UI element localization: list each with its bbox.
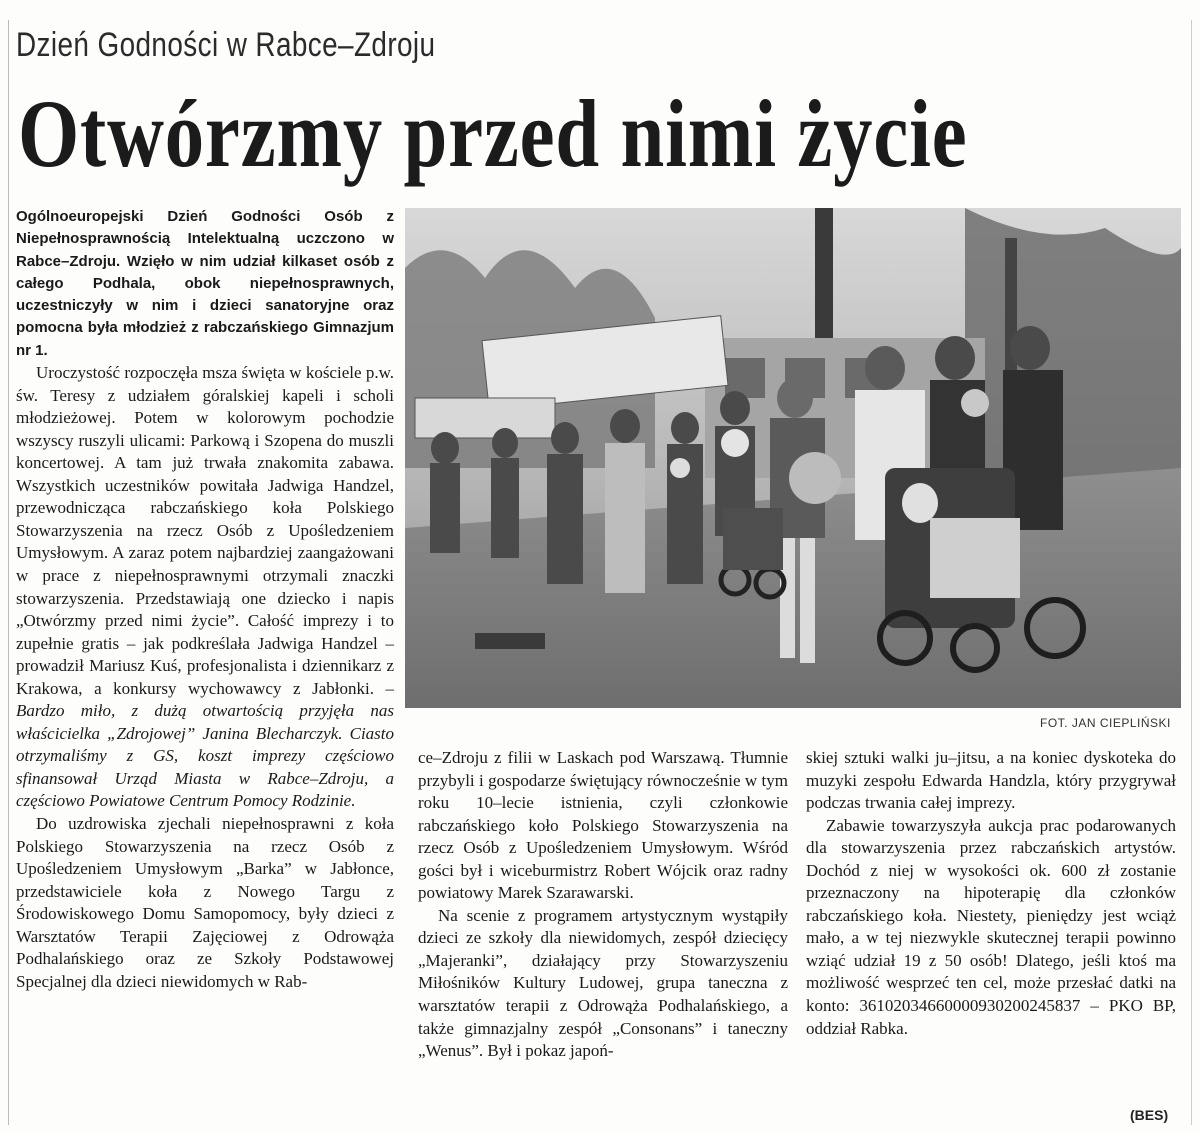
article-paragraph: ce–Zdroju z filii w Laskach pod Warszawą. Tłumnie przybyli i gospodarze świętujący równocześnie w tym roku 10–lecie istnienia, czyli członkowie rabczańskiego koło Polskiego Stowarzyszenia na rzecz Osób z Upośledzeniem Umysłowym. Wśród gości był i wiceburmistrz Robert Wójcik oraz radny powiatowy Marek Szarawarski. xyxy=(418,748,788,903)
quote-text: Bardzo miło, z dużą otwartością przyjęła nas właścicielka „Zdrojowej” Janina Blecharczyk. Ciasto otrzymaliśmy z GS, koszt imprezy częściowo sfinansował Urząd Miasta w Rabce–Zdroju, a częściowo Powiatowe Centrum Pomocy Rodzinie. xyxy=(16,701,394,811)
article-kicker: Dzień Godności w Rabce–Zdroju xyxy=(16,26,436,64)
article-column-3 xyxy=(806,747,1176,1040)
article-paragraph: Na scenie z programem artystycznym wystąpiły dzieci ze szkoły dla niewidomych, zespół dziecięcy „Majeranki”, działający przy Stowarzyszeniu Miłośników Kultury Ludowej, grupa taneczna z warsztatów terapii z Odrowąża Podhalańskiego, a także gimnazjalny zespół „Consonans” i taneczny „Wenus”. Był i pokaz japoń- xyxy=(418,905,788,1061)
right-border-rule xyxy=(1191,20,1192,1125)
article-paragraph xyxy=(16,362,394,813)
article-paragraph: Do uzdrowiska zjechali niepełnosprawni z koła Polskiego Stowarzyszenia na rzecz Osób z Upośledzeniem Umysłowym „Barka” w Jabłonce, przedstawiciele koła z Nowego Targu z Środowiskowego Domu Samopomocy, były dzieci z Warsztatów Terapii Zajęciowej z Odrowąża Podhalańskiego oraz ze Szkoły Podstawowej Specjalnej dla dzieci niewidomych w Rab- xyxy=(16,814,394,991)
photo-credit: FOT. JAN CIEPLIŃSKI xyxy=(1040,716,1171,730)
article-paragraph: Zabawie towarzyszyła aukcja prac podarowanych dla stowarzyszenia przez rabczańskich artystów. Dochód z niej w wysokości ok. 600 zł zostanie przeznaczony na hipoterapię dla członków rabczańskiego koła. Niestety, pieniędzy jest wciąż mało, a w tej niezwykle skutecznej terapii powinno wziąć udział 19 z 50 osób! Dlatego, jeśli ktoś ma możliwość wesprzeć ten cel, może przesłać datki na konto: 36102034660000930200245837 – PKO BP, oddział Rabka. xyxy=(806,815,1176,1038)
article-photo xyxy=(405,208,1181,708)
article-paragraph: skiej sztuki walki ju–jitsu, a na koniec dyskoteka do muzyki zespołu Edwarda Handzla, który przygrywał podczas trwania całej imprezy. xyxy=(806,748,1176,813)
paragraph-text: Uroczystość rozpoczęła msza święta w kościele p.w. św. Teresy z udziałem góralskiej kapeli i scholi młodzieżowej. Potem w kolorowym pochodzie wszyscy ruszyli ulicami: Parkową i Szopena do muszli koncertowej. A tam już trwała znakomita zabawa. Wszystkich uczestników powitała Jadwiga Handzel, przewodnicząca rabczańskiego koła Polskiego Stowarzyszenia na rzecz Osób z Upośledzeniem Umysłowym. A zaraz potem najbardziej zaangażowani w prace z niepełnosprawnymi otrzymali znaczki stowarzyszenia. Przedstawiają one dziecko i napis „Otwórzmy przed nimi życie”. Całość imprezy i to zupełnie gratis – jak podkreślała Jadwiga Handzel – prowadził Mariusz Kuś, profesjonalista i dziennikarz z Krakowa, a konkursy wychowawcy z Jabłonki. – xyxy=(16,363,394,698)
author-signature: (BES) xyxy=(1130,1107,1169,1123)
article-lead: Ogólnoeuropejski Dzień Godności Osób z Niepełnosprawnością Intelektualną uczczono w Rabce–Zdroju. Wzięło w nim udział kilkaset osób z całego Podhala, obok niepełnosprawnych, uczestniczyły w nim i dzieci sanatoryjne oraz pomocna była młodzież z rabczańskiego Gimnazjum nr 1. xyxy=(16,208,394,359)
article-column-1 xyxy=(16,206,394,993)
parade-photo-icon xyxy=(405,208,1181,708)
article-column-2 xyxy=(418,747,788,1063)
left-border-rule xyxy=(8,20,9,1125)
article-headline: Otwórzmy przed nimi życie xyxy=(18,80,968,187)
